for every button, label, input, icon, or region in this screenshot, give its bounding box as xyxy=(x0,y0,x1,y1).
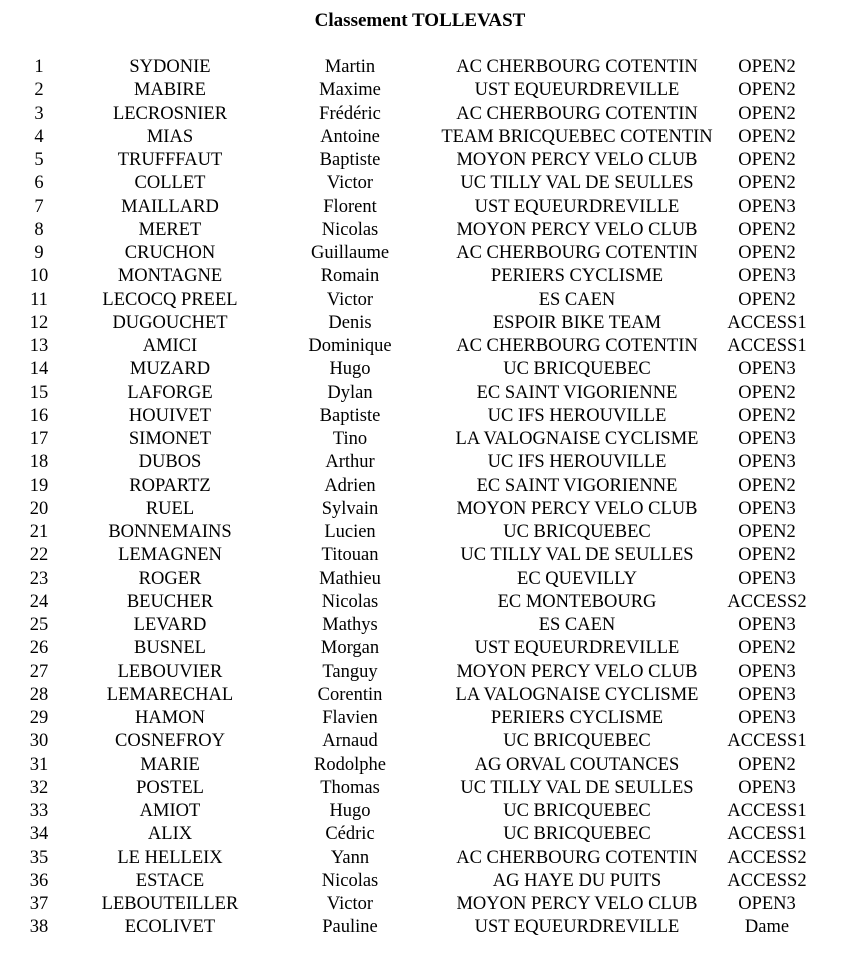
first-name-cell: Pauline xyxy=(322,917,378,938)
table-row xyxy=(0,916,818,939)
last-name-cell: RUEL xyxy=(145,498,195,519)
category-cell: Dame xyxy=(744,917,790,938)
last-name-cell: LEMAGNEN xyxy=(118,545,222,566)
category-cell: OPEN2 xyxy=(738,522,796,542)
last-name-cell: LECOCQ PREEL xyxy=(102,289,238,310)
first-name-cell: Dylan xyxy=(327,382,373,403)
club-cell: UC BRICQUEBEC xyxy=(503,522,651,542)
rank-cell: 26 xyxy=(29,638,49,659)
club-cell: AC CHERBOURG COTENTIN xyxy=(456,847,698,868)
club-cell: UC BRICQUEBEC xyxy=(503,731,651,752)
table-row xyxy=(0,893,818,916)
rank-cell: 23 xyxy=(29,568,49,589)
last-name-cell: CRUCHON xyxy=(124,243,216,263)
category-cell: OPEN2 xyxy=(738,103,796,124)
rank-cell: 34 xyxy=(29,824,49,845)
table-row xyxy=(0,56,818,79)
club-cell: MOYON PERCY VELO CLUB xyxy=(456,219,698,240)
first-name-cell: Tanguy xyxy=(322,661,378,682)
category-cell: OPEN2 xyxy=(738,475,796,496)
rank-cell: 15 xyxy=(29,382,49,403)
category-cell: OPEN3 xyxy=(738,894,796,914)
club-cell: UC IFS HEROUVILLE xyxy=(487,405,667,426)
category-cell: ACCESS2 xyxy=(727,591,807,612)
last-name-cell: HOUIVET xyxy=(128,405,212,426)
table-row xyxy=(0,800,818,823)
rank-cell: 11 xyxy=(30,289,48,310)
first-name-cell: Nicolas xyxy=(321,870,379,891)
last-name-cell: LEMARECHAL xyxy=(106,684,234,705)
last-name-cell: SYDONIE xyxy=(129,57,211,77)
first-name-cell: Victor xyxy=(326,894,374,914)
category-cell: ACCESS2 xyxy=(727,847,807,868)
first-name-cell: Denis xyxy=(328,312,372,333)
table-row xyxy=(0,126,818,149)
table-row xyxy=(0,777,818,800)
table-row xyxy=(0,521,818,544)
club-cell: EC MONTEBOURG xyxy=(497,591,657,612)
club-cell: AC CHERBOURG COTENTIN xyxy=(456,57,698,77)
rank-cell: 29 xyxy=(29,708,49,728)
first-name-cell: Sylvain xyxy=(321,498,379,519)
first-name-cell: Nicolas xyxy=(321,591,379,612)
club-cell: UST EQUEURDREVILLE xyxy=(474,638,680,659)
first-name-cell: Yann xyxy=(330,847,370,868)
page-title: Classement TOLLEVAST xyxy=(314,10,526,31)
category-cell: ACCESS2 xyxy=(727,870,807,891)
first-name-cell: Victor xyxy=(326,289,374,310)
club-cell: UST EQUEURDREVILLE xyxy=(474,80,680,101)
first-name-cell: Morgan xyxy=(320,638,380,659)
table-row xyxy=(0,730,818,753)
first-name-cell: Flavien xyxy=(322,708,378,728)
rank-cell: 6 xyxy=(34,173,44,194)
first-name-cell: Victor xyxy=(326,173,374,194)
club-cell: ES CAEN xyxy=(538,289,616,310)
last-name-cell: LE HELLEIX xyxy=(117,847,223,868)
first-name-cell: Florent xyxy=(323,196,377,217)
last-name-cell: COLLET xyxy=(134,173,206,194)
category-cell: OPEN2 xyxy=(738,150,796,170)
first-name-cell: Martin xyxy=(324,57,376,77)
first-name-cell: Tino xyxy=(332,429,368,449)
club-cell: AC CHERBOURG COTENTIN xyxy=(456,103,698,124)
last-name-cell: LEBOUTEILLER xyxy=(101,894,239,914)
category-cell: OPEN2 xyxy=(738,545,796,566)
first-name-cell: Dominique xyxy=(308,336,392,356)
table-row xyxy=(0,823,818,846)
table-row xyxy=(0,289,818,312)
first-name-cell: Maxime xyxy=(319,80,381,101)
club-cell: MOYON PERCY VELO CLUB xyxy=(456,894,698,914)
category-cell: OPEN3 xyxy=(738,615,796,635)
table-row xyxy=(0,614,818,637)
results-table-body xyxy=(0,56,818,940)
rank-cell: 38 xyxy=(29,917,49,938)
table-row xyxy=(0,870,818,893)
last-name-cell: ROPARTZ xyxy=(129,475,211,496)
rank-cell: 12 xyxy=(29,312,49,333)
rank-cell: 2 xyxy=(34,80,44,101)
club-cell: ESPOIR BIKE TEAM xyxy=(492,312,662,333)
table-row xyxy=(0,661,818,684)
club-cell: LA VALOGNAISE CYCLISME xyxy=(455,429,699,449)
club-cell: LA VALOGNAISE CYCLISME xyxy=(455,684,699,705)
rank-cell: 7 xyxy=(34,196,44,217)
results-table xyxy=(0,56,818,940)
last-name-cell: LEBOUVIER xyxy=(117,661,223,682)
table-row xyxy=(0,405,818,428)
table-row xyxy=(0,335,818,358)
table-row xyxy=(0,684,818,707)
first-name-cell: Mathys xyxy=(322,615,378,635)
last-name-cell: ALIX xyxy=(147,824,193,845)
rank-cell: 36 xyxy=(29,870,49,891)
first-name-cell: Lucien xyxy=(324,522,376,542)
category-cell: OPEN2 xyxy=(738,80,796,101)
table-row xyxy=(0,242,818,265)
club-cell: UC TILLY VAL DE SEULLES xyxy=(460,545,694,566)
category-cell: OPEN3 xyxy=(738,498,796,519)
first-name-cell: Corentin xyxy=(317,684,383,705)
rank-cell: 28 xyxy=(29,684,49,705)
rank-cell: 14 xyxy=(29,359,49,380)
club-cell: PERIERS CYCLISME xyxy=(490,708,664,728)
last-name-cell: LEVARD xyxy=(133,615,207,635)
table-row xyxy=(0,544,818,567)
rank-cell: 22 xyxy=(29,545,49,566)
rank-cell: 32 xyxy=(29,777,49,798)
club-cell: UST EQUEURDREVILLE xyxy=(474,917,680,938)
club-cell: UC IFS HEROUVILLE xyxy=(487,452,667,473)
club-cell: MOYON PERCY VELO CLUB xyxy=(456,498,698,519)
rank-cell: 21 xyxy=(29,522,49,542)
rank-cell: 19 xyxy=(29,475,49,496)
first-name-cell: Guillaume xyxy=(310,243,390,263)
first-name-cell: Arnaud xyxy=(322,731,378,752)
club-cell: AC CHERBOURG COTENTIN xyxy=(456,336,698,356)
table-row xyxy=(0,265,818,288)
category-cell: ACCESS1 xyxy=(727,336,807,356)
last-name-cell: POSTEL xyxy=(136,777,204,798)
table-row xyxy=(0,172,818,195)
last-name-cell: MONTAGNE xyxy=(117,266,223,287)
last-name-cell: MABIRE xyxy=(134,80,206,101)
category-cell: OPEN2 xyxy=(738,289,796,310)
first-name-cell: Romain xyxy=(320,266,380,287)
club-cell: EC SAINT VIGORIENNE xyxy=(476,475,678,496)
rank-cell: 33 xyxy=(29,801,49,821)
rank-cell: 30 xyxy=(29,731,49,752)
category-cell: OPEN2 xyxy=(738,638,796,659)
rank-cell: 18 xyxy=(29,452,49,473)
last-name-cell: HAMON xyxy=(135,708,205,728)
last-name-cell: BEUCHER xyxy=(126,591,214,612)
club-cell: UC BRICQUEBEC xyxy=(503,824,651,845)
first-name-cell: Arthur xyxy=(325,452,375,473)
last-name-cell: SIMONET xyxy=(128,429,212,449)
category-cell: OPEN3 xyxy=(738,452,796,473)
table-row xyxy=(0,219,818,242)
table-row xyxy=(0,149,818,172)
last-name-cell: BUSNEL xyxy=(134,638,206,659)
last-name-cell: ROGER xyxy=(138,568,202,589)
first-name-cell: Baptiste xyxy=(319,405,381,426)
rank-cell: 3 xyxy=(34,103,44,124)
category-cell: OPEN2 xyxy=(738,173,796,194)
club-cell: TEAM BRICQUEBEC COTENTIN xyxy=(441,126,713,147)
rank-cell: 13 xyxy=(29,336,49,356)
category-cell: OPEN3 xyxy=(738,684,796,705)
table-row xyxy=(0,382,818,405)
category-cell: OPEN2 xyxy=(738,243,796,263)
last-name-cell: ESTACE xyxy=(135,870,205,891)
table-row xyxy=(0,79,818,102)
table-row xyxy=(0,475,818,498)
last-name-cell: AMICI xyxy=(142,336,198,356)
first-name-cell: Thomas xyxy=(320,777,380,798)
rank-cell: 5 xyxy=(34,150,44,170)
table-row xyxy=(0,196,818,219)
category-cell: OPEN3 xyxy=(738,661,796,682)
category-cell: OPEN3 xyxy=(738,266,796,287)
rank-cell: 37 xyxy=(29,894,49,914)
first-name-cell: Hugo xyxy=(329,801,371,821)
category-cell: OPEN2 xyxy=(738,219,796,240)
table-row xyxy=(0,312,818,335)
category-cell: OPEN3 xyxy=(738,777,796,798)
club-cell: AG ORVAL COUTANCES xyxy=(474,754,680,775)
table-row xyxy=(0,103,818,126)
rank-cell: 27 xyxy=(29,661,49,682)
table-row xyxy=(0,591,818,614)
club-cell: EC QUEVILLY xyxy=(517,568,637,589)
club-cell: UC TILLY VAL DE SEULLES xyxy=(460,173,694,194)
table-row xyxy=(0,568,818,591)
club-cell: MOYON PERCY VELO CLUB xyxy=(456,661,698,682)
table-row xyxy=(0,754,818,777)
first-name-cell: Antoine xyxy=(320,126,380,147)
first-name-cell: Titouan xyxy=(321,545,379,566)
category-cell: OPEN2 xyxy=(738,57,796,77)
category-cell: ACCESS1 xyxy=(727,824,807,845)
table-row xyxy=(0,451,818,474)
category-cell: OPEN3 xyxy=(738,708,796,728)
last-name-cell: AMIOT xyxy=(139,801,201,821)
category-cell: ACCESS1 xyxy=(727,312,807,333)
category-cell: OPEN3 xyxy=(738,429,796,449)
category-cell: OPEN2 xyxy=(738,754,796,775)
rank-cell: 16 xyxy=(29,405,49,426)
table-row xyxy=(0,847,818,870)
club-cell: ES CAEN xyxy=(538,615,616,635)
last-name-cell: MARIE xyxy=(140,754,200,775)
first-name-cell: Frédéric xyxy=(319,103,381,124)
category-cell: ACCESS1 xyxy=(727,801,807,821)
first-name-cell: Baptiste xyxy=(319,150,381,170)
last-name-cell: TRUFFFAUT xyxy=(117,150,223,170)
club-cell: UST EQUEURDREVILLE xyxy=(474,196,680,217)
table-row xyxy=(0,707,818,730)
club-cell: AG HAYE DU PUITS xyxy=(492,870,662,891)
club-cell: UC BRICQUEBEC xyxy=(503,801,651,821)
rank-cell: 20 xyxy=(29,498,49,519)
rank-cell: 24 xyxy=(29,591,49,612)
rank-cell: 31 xyxy=(29,754,49,775)
first-name-cell: Hugo xyxy=(329,359,371,380)
table-row xyxy=(0,498,818,521)
last-name-cell: LECROSNIER xyxy=(112,103,228,124)
club-cell: UC BRICQUEBEC xyxy=(503,359,651,380)
category-cell: OPEN3 xyxy=(738,359,796,380)
last-name-cell: DUBOS xyxy=(138,452,202,473)
table-row xyxy=(0,428,818,451)
rank-cell: 17 xyxy=(29,429,49,449)
category-cell: OPEN2 xyxy=(738,405,796,426)
club-cell: PERIERS CYCLISME xyxy=(490,266,664,287)
category-cell: OPEN3 xyxy=(738,568,796,589)
last-name-cell: MUZARD xyxy=(129,359,211,380)
club-cell: MOYON PERCY VELO CLUB xyxy=(456,150,698,170)
last-name-cell: COSNEFROY xyxy=(115,731,225,752)
last-name-cell: DUGOUCHET xyxy=(112,312,228,333)
table-row xyxy=(0,637,818,660)
last-name-cell: BONNEMAINS xyxy=(108,522,232,542)
last-name-cell: LAFORGE xyxy=(127,382,213,403)
category-cell: OPEN2 xyxy=(738,382,796,403)
rank-cell: 1 xyxy=(34,57,44,77)
table-row xyxy=(0,358,818,381)
category-cell: OPEN3 xyxy=(738,196,796,217)
last-name-cell: MIAS xyxy=(146,126,194,147)
last-name-cell: MAILLARD xyxy=(121,196,219,217)
club-cell: UC TILLY VAL DE SEULLES xyxy=(460,777,694,798)
first-name-cell: Cédric xyxy=(325,824,375,845)
rank-cell: 4 xyxy=(34,126,44,147)
first-name-cell: Mathieu xyxy=(319,568,381,589)
last-name-cell: MERET xyxy=(138,219,202,240)
club-cell: AC CHERBOURG COTENTIN xyxy=(456,243,698,263)
category-cell: ACCESS1 xyxy=(727,731,807,752)
first-name-cell: Adrien xyxy=(324,475,376,496)
rank-cell: 9 xyxy=(34,243,44,263)
category-cell: OPEN2 xyxy=(738,126,796,147)
rank-cell: 8 xyxy=(34,219,44,240)
first-name-cell: Nicolas xyxy=(321,219,379,240)
first-name-cell: Rodolphe xyxy=(314,754,386,775)
rank-cell: 35 xyxy=(29,847,49,868)
club-cell: EC SAINT VIGORIENNE xyxy=(476,382,678,403)
rank-cell: 25 xyxy=(29,615,49,635)
last-name-cell: ECOLIVET xyxy=(124,917,216,938)
rank-cell: 10 xyxy=(29,266,49,287)
